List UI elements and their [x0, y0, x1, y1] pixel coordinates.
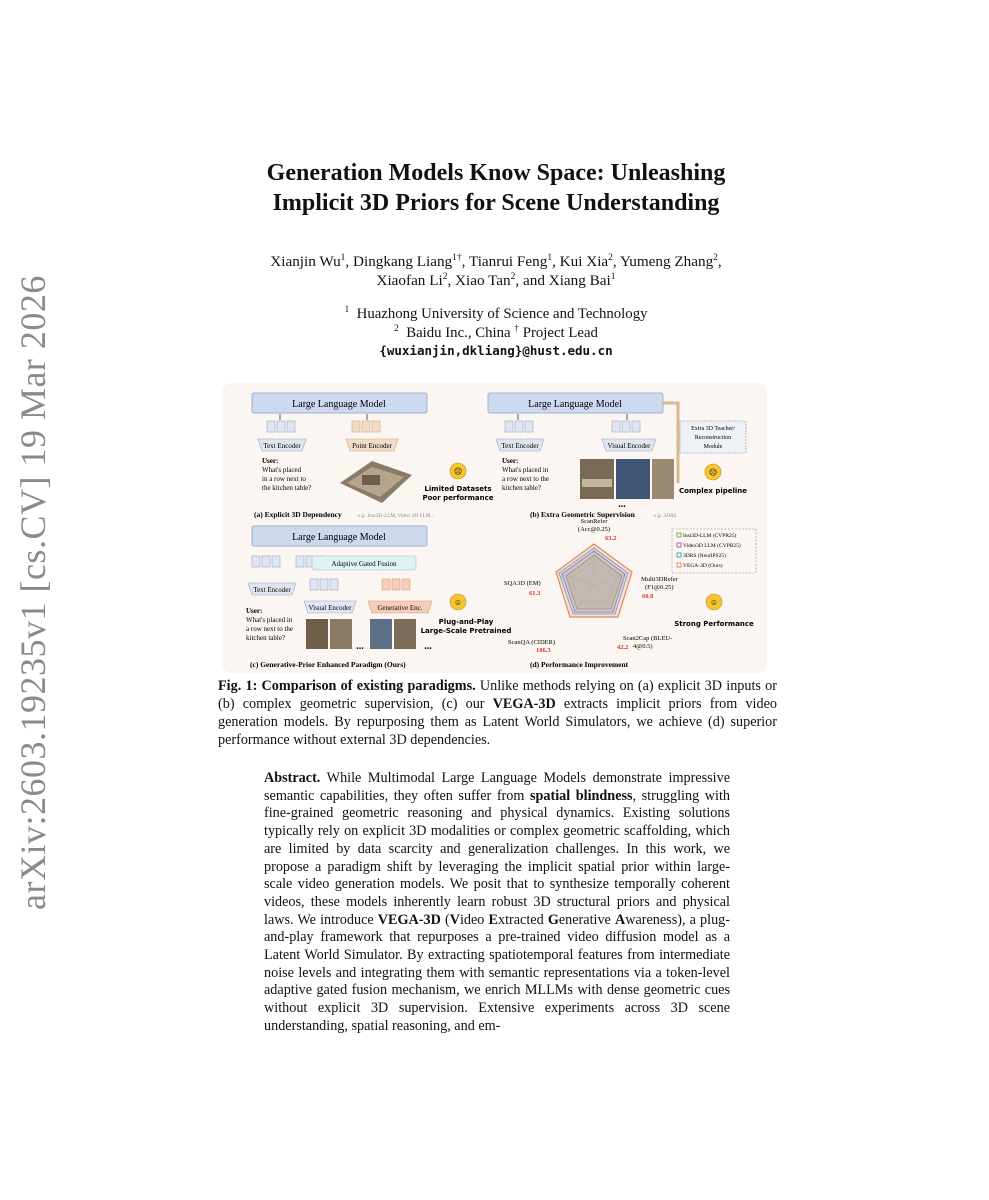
note-d: Strong Performance	[674, 620, 754, 628]
author-sup: 1	[610, 271, 616, 282]
radar-value: 61.3	[529, 590, 541, 597]
note-c-1: Plug-and-Play	[438, 618, 494, 626]
author-sup: 2	[442, 271, 448, 282]
tokens-c-text	[252, 556, 280, 567]
video-frames-c-visual	[306, 619, 352, 649]
title-line-1: Generation Models Know Space: Unleashing	[266, 160, 726, 186]
text-encoder-label-b: Text Encoder	[501, 442, 539, 450]
radar-chart	[556, 544, 632, 617]
abstract-text: ), a plug-and-play framework that repurposes a pre-trained video diffusion model as a Latent World Simulator. By extracting spatiotemporal features from intermediate noise levels and integrating them with semantic representations via a token-level adaptive gated fusion mechanism, we enrich MLLMs with dense geometric cues without explicit 3D supervision. Extensive experiments across 3D scene understanding, spatial reasoning, and em-	[264, 911, 730, 1034]
radar-value: 63.2	[605, 535, 617, 542]
visual-encoder-label-c: Visual Encoder	[308, 604, 352, 612]
abstract	[264, 770, 730, 1036]
question-c-3: kitchen table?	[246, 634, 286, 642]
legend-swatch	[677, 553, 681, 557]
figure-1	[222, 383, 767, 673]
frames-ellipsis-b: ...	[618, 499, 626, 510]
panel-a-example: e.g. Inst3D-LLM, Video 3D LLM...	[358, 513, 435, 519]
abstract-method-name: VEGA-3D	[377, 911, 441, 928]
figure-1-diagram	[222, 383, 767, 673]
sad-face-icon-mouth: ☹	[708, 468, 718, 477]
figure-caption	[218, 677, 777, 749]
legend-swatch	[677, 543, 681, 547]
acronym-letter: V	[449, 911, 460, 928]
author-name: Tianrui Feng	[468, 253, 548, 270]
author-name: Kui Xia	[559, 253, 609, 270]
author-name: Dingkang Liang	[353, 253, 453, 270]
text-encoder-label-a: Text Encoder	[263, 442, 301, 450]
paper-title	[180, 158, 812, 218]
abstract-text: While Multimodal Large Language Models demonstrate impressive semantic capabilities, they often suffer from	[264, 770, 730, 804]
point-encoder-label-a: Point Encoder	[352, 442, 392, 450]
legend-item: Inst3D-LLM (CVPR25)	[683, 533, 737, 539]
legend-item: VEGA-3D (Ours)	[683, 563, 723, 569]
acronym-letter: E	[488, 911, 498, 928]
panel-b-example: e.g. 3DRS	[654, 513, 677, 519]
acronym-rest: xtracted	[498, 911, 548, 928]
author-sup: 2	[713, 252, 718, 263]
caption-label: Fig. 1: Comparison of existing paradigms.	[218, 678, 476, 694]
author-sup: 1	[547, 252, 553, 263]
radar-axis-label: (Acc@0.25)	[577, 526, 611, 533]
arxiv-identifier: arXiv:2603.19235v1 [cs.CV] 19 Mar 2026	[13, 275, 53, 910]
tokens-c-visual	[310, 579, 338, 590]
tokens-a-text	[267, 421, 295, 432]
radar-axis-label: Multi3DRefer	[641, 576, 678, 583]
question-b-3: kitchen table?	[502, 484, 542, 492]
tokens-c-generative	[382, 579, 410, 590]
text-encoder-label-c: Text Encoder	[253, 586, 291, 594]
teacher-label-3: Module	[703, 444, 723, 450]
author-line-2: Xiaofan Li$^2$, Xiao Tan$^2$, and Xiang Bai$^1$	[376, 271, 616, 289]
acronym-letter: G	[547, 911, 559, 928]
happy-face-icon-mouth: ☺	[709, 598, 719, 607]
question-b-1: What's placed in	[502, 466, 549, 474]
legend-item: 3DRS (NeurIPS25)	[683, 553, 726, 559]
question-a-2: in a row next to	[262, 475, 306, 483]
legend-item: Video3D LLM (CVPR25)	[683, 543, 741, 549]
llm-label-a: Large Language Model	[292, 399, 386, 410]
radar-axis-label: SQA3D (EM)	[504, 580, 541, 587]
panel-a-label: (a) Explicit 3D Dependency	[254, 510, 342, 519]
radar-axis-label: ScanQA (CIDER)	[508, 639, 556, 646]
radar-value: 42.2	[617, 644, 629, 651]
author-sup: 2	[608, 252, 613, 263]
legend-swatch	[677, 563, 681, 567]
visual-encoder-label-b: Visual Encoder	[607, 442, 651, 450]
email-addresses: {wuxianjin,dkliang}@hust.edu.cn	[379, 343, 613, 358]
happy-face-icon-mouth: ☺	[453, 598, 463, 607]
llm-label-b: Large Language Model	[528, 399, 622, 410]
user-label-c: User:	[246, 607, 263, 615]
title-line-2: Implicit 3D Priors for Scene Understanding	[272, 190, 720, 216]
radar-value: 106.3	[536, 647, 551, 654]
sad-face-icon-mouth: ☹	[453, 467, 463, 476]
lead-sup: †	[514, 323, 520, 334]
video-frames-b	[580, 459, 674, 499]
legend-swatch	[677, 533, 681, 537]
acronym-letter: A	[614, 911, 626, 928]
point-cloud-image	[340, 461, 412, 503]
radar-axis-label: (F1@0.25)	[645, 584, 674, 591]
video-frames-c-generative	[370, 619, 416, 649]
author-sup: 2	[510, 271, 516, 282]
generative-encoder-label-c: Generative Enc.	[377, 604, 423, 612]
radar-axis-label: ScanRefer	[580, 518, 608, 525]
teacher-label-2: Reconstruction	[694, 435, 732, 441]
abstract-text: , struggling with fine-grained geometric reasoning and physical dynamics. Existing solutions typically rely on explicit 3D modalities or complex geometric scaffolding, which are limited by data scarcity and generalization challenges. In this work, we propose a paradigm shift by leveraging the implicit spatial prior within large-scale video generation models. We posit that to synthesize temporally coherent videos, these models inherently learn robust 3D structural priors and physical laws. We introduce	[264, 787, 730, 928]
question-a-1: What's placed	[262, 466, 302, 474]
affiliation-text: Baidu Inc., China	[406, 324, 511, 341]
abstract-text: (	[440, 911, 450, 928]
affiliations	[250, 305, 742, 361]
panel-b-label: (b) Extra Geometric Supervision	[530, 510, 635, 519]
note-a-2: Poor performance	[422, 494, 494, 502]
radar-axis-label: 4@0.5)	[633, 643, 653, 650]
teacher-label-1: Extra 3D Teacher/	[691, 426, 735, 432]
author-list	[200, 252, 792, 290]
frames-ellipsis-c1: ...	[356, 641, 364, 652]
caption-method-name: VEGA-3D	[492, 696, 556, 712]
author-name: Xiaofan Li	[376, 272, 443, 289]
radar-legend	[677, 532, 741, 569]
abstract-label: Abstract.	[264, 770, 321, 786]
acronym-rest: enerative	[558, 911, 615, 928]
note-a-1: Limited Datasets	[424, 485, 492, 493]
user-label-a: User:	[262, 457, 279, 465]
author-name: Xiao Tan	[455, 272, 511, 289]
gated-fusion-label: Adaptive Gated Fusion	[331, 560, 397, 568]
caption-text: extracts implicit priors from video generation models. By repurposing them as Latent World Simulators, we achieve (d) superior performance without external 3D dependencies.	[218, 696, 777, 748]
question-b-2: a row next to the	[502, 475, 550, 483]
user-label-b: User:	[502, 457, 519, 465]
tokens-b-visual	[612, 421, 640, 432]
radar-series-vega3d	[556, 544, 632, 617]
affiliation-sup: 2	[394, 323, 399, 334]
frames-ellipsis-c2: ...	[424, 641, 432, 652]
abstract-emphasis: spatial blindness	[529, 787, 633, 804]
acronym-rest: ideo	[459, 911, 489, 928]
tokens-b-text	[505, 421, 533, 432]
affiliation-text: Huazhong University of Science and Technology	[356, 306, 648, 322]
note-b: Complex pipeline	[678, 487, 748, 495]
affiliation-2	[250, 324, 742, 343]
caption-text: Unlike methods relying on (a) explicit 3D inputs or (b) complex geometric supervision, (c) our	[218, 678, 777, 712]
acronym-rest: wareness	[625, 911, 678, 928]
panel-d-label: (d) Performance Improvement	[530, 660, 629, 669]
llm-label-c: Large Language Model	[292, 532, 386, 543]
panel-c-label: (c) Generative-Prior Enhanced Paradigm (Ours)	[250, 660, 406, 669]
question-c-1: What's placed in	[246, 616, 293, 624]
radar-value: 60.8	[642, 593, 654, 600]
affiliation-sup: 1	[344, 305, 350, 316]
author-name: Xiang Bai	[548, 272, 611, 289]
tokens-a-point	[352, 421, 380, 432]
question-a-3: the kitchen table?	[262, 484, 312, 492]
author-name: Xianjin Wu	[270, 253, 341, 270]
author-sup: 1	[340, 252, 346, 263]
affiliation-1	[250, 305, 742, 324]
project-lead-text: Project Lead	[522, 324, 598, 341]
question-c-2: a row next to the	[246, 625, 294, 633]
note-c-2: Large-Scale Pretrained	[420, 627, 512, 635]
author-name: Yumeng Zhang	[619, 253, 714, 270]
author-line-1: Xianjin Wu$^1$, Dingkang Liang$^{1\dagger}$, Tianrui Feng$^1$, Kui Xia$^2$, Yumeng Zhang$^2$,	[270, 252, 722, 270]
author-sup: 1†	[452, 252, 462, 263]
radar-axis-label: Scan2Cap (BLEU-	[623, 635, 673, 642]
